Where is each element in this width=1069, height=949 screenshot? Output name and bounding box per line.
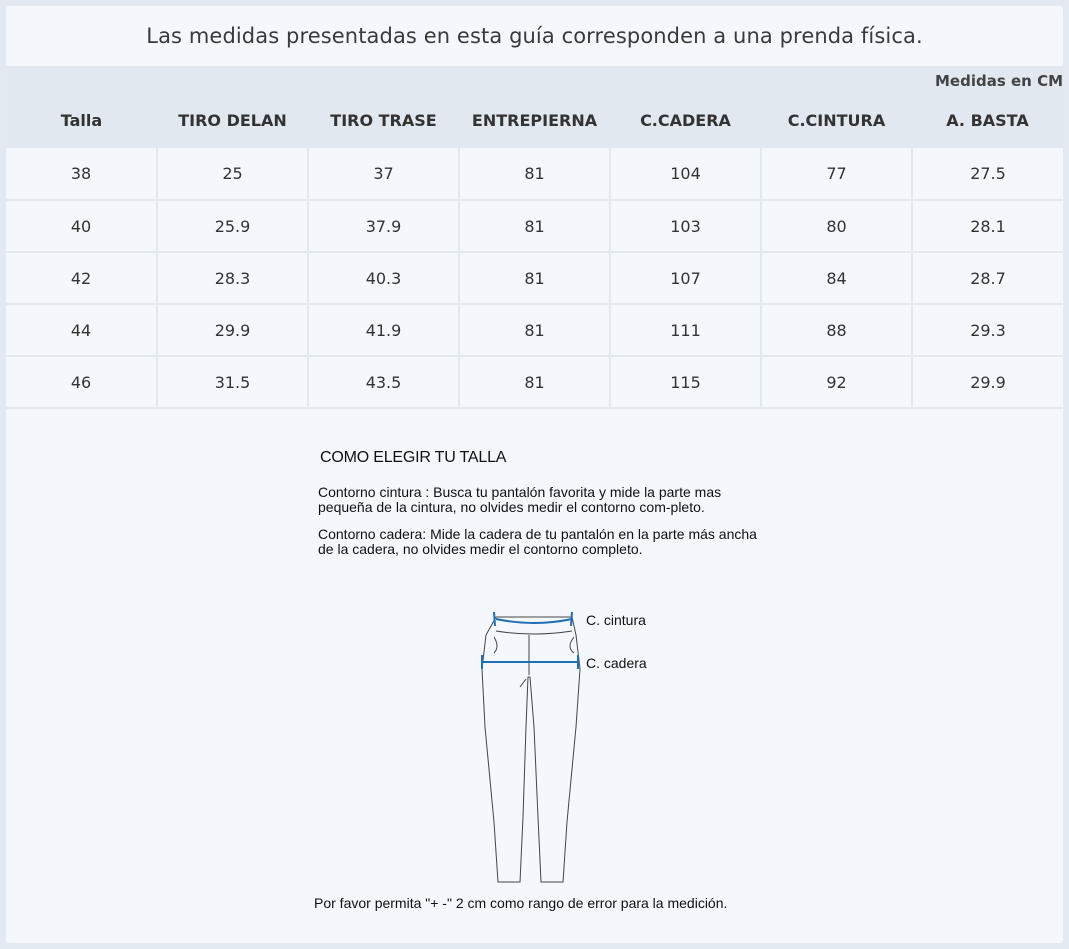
table-cell: 29.9 [912, 356, 1063, 408]
table-cell: 81 [459, 304, 610, 356]
table-cell: 27.5 [912, 148, 1063, 200]
size-table-container [6, 66, 1063, 409]
size-instructions [314, 449, 774, 569]
units-label: Medidas en CM [935, 72, 1063, 90]
table-cell: 28.1 [912, 200, 1063, 252]
header-basta: A. BASTA [946, 110, 1029, 130]
hip-measure-label: C. cadera [586, 655, 647, 671]
table-cell: 44 [6, 304, 157, 356]
header-cadera: C.CADERA [640, 110, 731, 130]
size-guide-notice: Las medidas presentadas en esta guía corresponden a una prenda física. [146, 24, 923, 48]
table-row [6, 200, 1063, 252]
waist-measure-line [494, 612, 572, 626]
header-tiro-delantero: TIRO DELAN [178, 110, 287, 130]
table-row [6, 252, 1063, 304]
error-tolerance-note: Por favor permita "+ -" 2 cm como rango de error para la medición. [314, 895, 728, 911]
table-cell: 40 [6, 200, 157, 252]
table-cell: 84 [761, 252, 912, 304]
table-cell: 25 [157, 148, 308, 200]
table-cell: 80 [761, 200, 912, 252]
table-cell: 104 [610, 148, 761, 200]
header-cintura: C.CINTURA [787, 110, 886, 130]
table-cell: 40.3 [308, 252, 459, 304]
waist-measure-label: C. cintura [586, 612, 646, 628]
table-cell: 46 [6, 356, 157, 408]
table-cell: 42 [6, 252, 157, 304]
table-cell: 81 [459, 148, 610, 200]
table-cell: 37.9 [308, 200, 459, 252]
size-table-header [6, 66, 1063, 148]
table-cell: 81 [459, 252, 610, 304]
table-cell: 43.5 [308, 356, 459, 408]
table-cell: 38 [6, 148, 157, 200]
table-cell: 103 [610, 200, 761, 252]
hip-instructions: Contorno cadera: Mide la cadera de tu pantalón en la parte más ancha de la cadera, no olvides medir el contorno completo. [318, 526, 757, 557]
table-cell: 81 [459, 356, 610, 408]
pants-diagram [470, 607, 670, 887]
header-talla: Talla [60, 110, 103, 130]
table-cell: 31.5 [157, 356, 308, 408]
table-cell: 111 [610, 304, 761, 356]
header-tiro-trasero: TIRO TRASE [330, 110, 437, 130]
table-cell: 28.7 [912, 252, 1063, 304]
table-cell: 41.9 [308, 304, 459, 356]
table-cell: 37 [308, 148, 459, 200]
size-table [6, 66, 1063, 409]
table-cell: 107 [610, 252, 761, 304]
table-cell: 88 [761, 304, 912, 356]
table-row [6, 304, 1063, 356]
table-cell: 28.3 [157, 252, 308, 304]
table-row [6, 356, 1063, 408]
hip-measure-line [482, 655, 578, 669]
table-cell: 25.9 [157, 200, 308, 252]
instructions-title: COMO ELEGIR TU TALLA [320, 449, 507, 466]
table-cell: 92 [761, 356, 912, 408]
header-entrepierna: ENTREPIERNA [471, 110, 598, 130]
table-row [6, 148, 1063, 200]
table-cell: 81 [459, 200, 610, 252]
waist-instructions: Contorno cintura : Busca tu pantalón favorita y mide la parte mas pequeña de la cintura, no olvides medir el contorno com-pleto. [318, 484, 722, 515]
table-cell: 29.3 [912, 304, 1063, 356]
size-table-body [6, 148, 1063, 408]
pants-outline [482, 617, 580, 882]
table-cell: 29.9 [157, 304, 308, 356]
table-cell: 115 [610, 356, 761, 408]
table-cell: 77 [761, 148, 912, 200]
